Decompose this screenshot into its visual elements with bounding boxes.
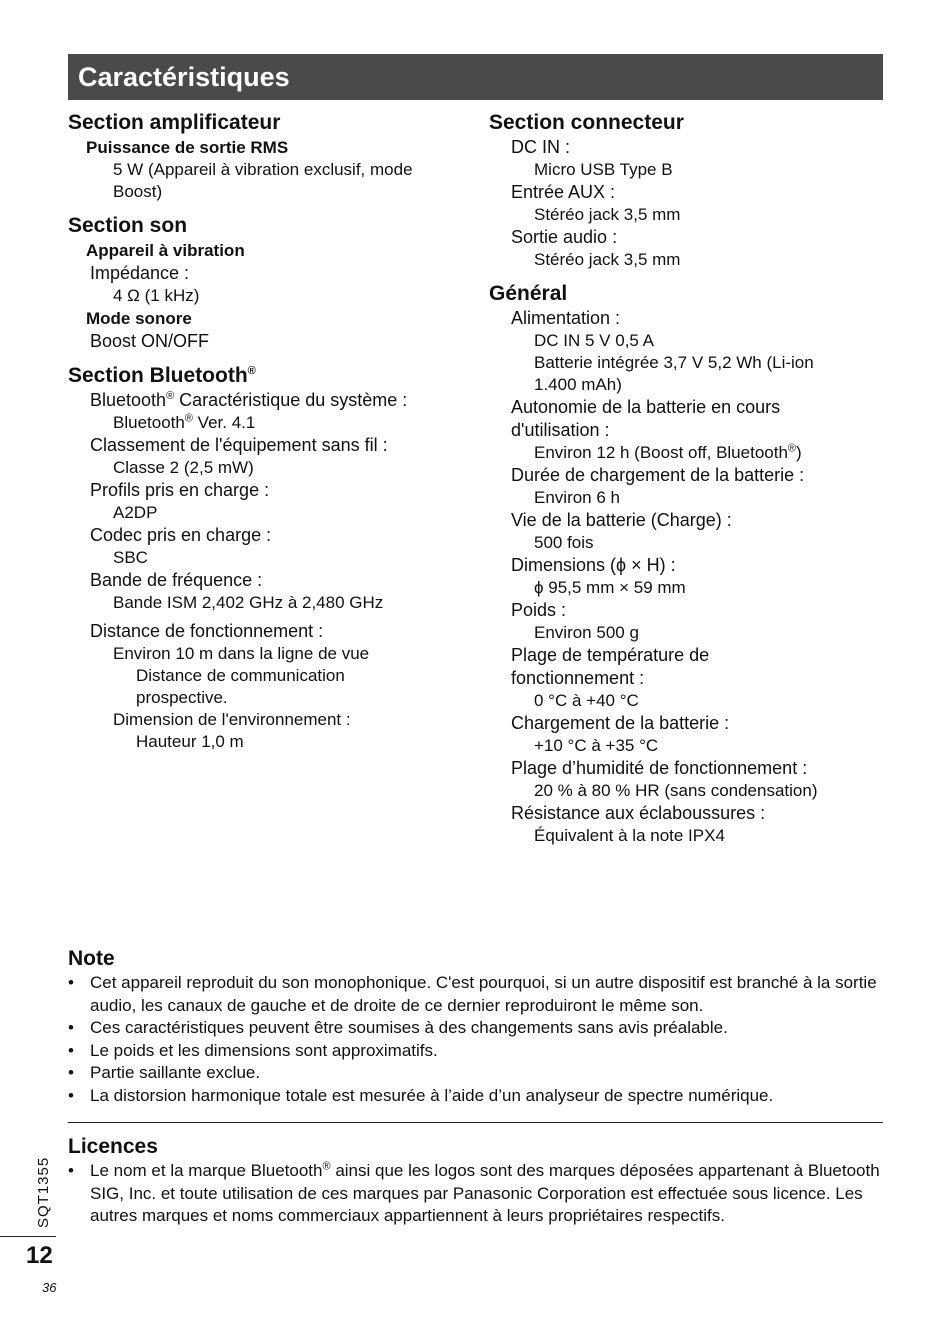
weight-label: Poids :: [511, 600, 567, 620]
bt-class-label: Classement de l'équipement sans fil :: [90, 435, 388, 455]
page-number-rule: [0, 1236, 56, 1237]
list-item: • Cet appareil reproduit du son monophonique. C'est pourquoi, si un autre dispositif est branché à la sortie audio, les canaux de gauche et de droite de ce dernier reproduiront le même son.: [68, 973, 877, 1015]
battery-charging-value: +10 °C à +35 °C: [534, 736, 659, 755]
battery-life-label: Vie de la batterie (Charge) :: [511, 510, 732, 530]
dcin-label: DC IN :: [511, 137, 571, 157]
power-value: DC IN 5 V 0,5 A: [534, 331, 654, 350]
temp-range-value: 0 °C à +40 °C: [534, 691, 639, 710]
bt-class-value: Classe 2 (2,5 mW): [113, 458, 254, 477]
bt-profiles-label: Profils pris en charge :: [90, 480, 270, 500]
bt-codec-value: SBC: [113, 548, 148, 567]
aux-value: Stéréo jack 3,5 mm: [534, 205, 681, 224]
splash-label: Résistance aux éclaboussures :: [511, 803, 766, 823]
amp-section-title: Section amplificateur: [68, 111, 281, 134]
temp-range-label: Plage de température de: [511, 645, 710, 665]
dimensions-label: Dimensions (ϕ × H) :: [511, 555, 676, 575]
general-section-title: Général: [489, 282, 568, 305]
splash-value: Équivalent à la note IPX4: [534, 826, 725, 845]
page-sub-number: 36: [42, 1280, 57, 1295]
vibration-subtitle: Appareil à vibration: [86, 241, 245, 260]
autonomy-label-cont: d'utilisation :: [511, 420, 610, 440]
rms-subtitle: Puissance de sortie RMS: [86, 138, 289, 157]
power-label: Alimentation :: [511, 308, 621, 328]
battery-life-value: 500 fois: [534, 533, 594, 552]
list-item: • Partie saillante exclue.: [68, 1063, 261, 1082]
bluetooth-section-title: Section Bluetooth®: [68, 364, 256, 387]
charge-time-label: Durée de chargement de la batterie :: [511, 465, 805, 485]
left-column: [68, 110, 478, 753]
sound-mode-subtitle: Mode sonore: [86, 309, 192, 328]
bt-env-dimension: Dimension de l'environnement :: [113, 710, 351, 729]
weight-value: Environ 500 g: [534, 623, 639, 642]
audio-out-label: Sortie audio :: [511, 227, 618, 247]
rms-value: 5 W (Appareil à vibration exclusif, mode: [113, 160, 413, 179]
bt-system-value: Bluetooth® Ver. 4.1: [113, 412, 256, 432]
humidity-label: Plage d’humidité de fonctionnement :: [511, 758, 808, 778]
list-item: • La distorsion harmonique totale est mesurée à l’aide d’un analyseur de spectre numérique.: [68, 1085, 774, 1105]
bt-distance-value: Environ 10 m dans la ligne de vue: [113, 644, 370, 663]
bt-system-label: Bluetooth® Caractéristique du système :: [90, 390, 408, 410]
autonomy-label: Autonomie de la batterie en cours: [511, 397, 781, 417]
bt-distance-note-cont: prospective.: [136, 688, 228, 707]
dcin-value: Micro USB Type B: [534, 160, 673, 179]
bt-env-height: Hauteur 1,0 m: [136, 732, 244, 751]
licences-section: [68, 1134, 888, 1228]
section-divider: [68, 1122, 883, 1123]
connector-section-title: Section connecteur: [489, 111, 684, 134]
battery-value-cont: 1.400 mAh): [534, 375, 622, 394]
temp-range-label-cont: fonctionnement :: [511, 668, 645, 688]
dimensions-value: ϕ 95,5 mm × 59 mm: [534, 578, 686, 597]
autonomy-value: Environ 12 h (Boost off, Bluetooth®): [534, 442, 802, 462]
bt-codec-label: Codec pris en charge :: [90, 525, 272, 545]
right-column: [489, 110, 889, 847]
rms-value-cont: Boost): [113, 182, 163, 201]
note-title: Note: [68, 947, 115, 970]
bt-distance-label: Distance de fonctionnement :: [90, 621, 324, 641]
document-code: SQT1355: [35, 1156, 52, 1228]
charge-time-value: Environ 6 h: [534, 488, 620, 507]
list-item: • Le poids et les dimensions sont approximatifs.: [68, 1040, 438, 1060]
impedance-value: 4 Ω (1 kHz): [113, 286, 200, 305]
impedance-label: Impédance :: [90, 263, 190, 283]
sound-mode-value: Boost ON/OFF: [90, 331, 210, 351]
battery-charging-label: Chargement de la batterie :: [511, 713, 730, 733]
sound-section-title: Section son: [68, 214, 188, 237]
aux-label: Entrée AUX :: [511, 182, 616, 202]
list-item: • Le nom et la marque Bluetooth® ainsi que les logos sont des marques déposées appartenant à Bluetooth SIG, Inc. et toute utilisation de ces marques par Panasonic Corporation est effectuée sous licence. Les autres marques et noms commerciaux appartiennent à leurs propriétaires respectifs.: [68, 1160, 880, 1225]
bt-profiles-value: A2DP: [113, 503, 158, 522]
battery-value: Batterie intégrée 3,7 V 5,2 Wh (Li-ion: [534, 353, 814, 372]
note-section: [68, 946, 888, 1107]
humidity-value: 20 % à 80 % HR (sans condensation): [534, 781, 818, 800]
audio-out-value: Stéréo jack 3,5 mm: [534, 250, 681, 269]
bt-frequency-value: Bande ISM 2,402 GHz à 2,480 GHz: [113, 593, 384, 612]
bt-distance-note: Distance de communication: [136, 666, 345, 685]
list-item: • Ces caractéristiques peuvent être soumises à des changements sans avis préalable.: [68, 1018, 728, 1037]
page-title: Caractéristiques: [68, 54, 883, 100]
licences-title: Licences: [68, 1135, 158, 1158]
bt-frequency-label: Bande de fréquence :: [90, 570, 263, 590]
page-number: 12: [26, 1242, 53, 1269]
